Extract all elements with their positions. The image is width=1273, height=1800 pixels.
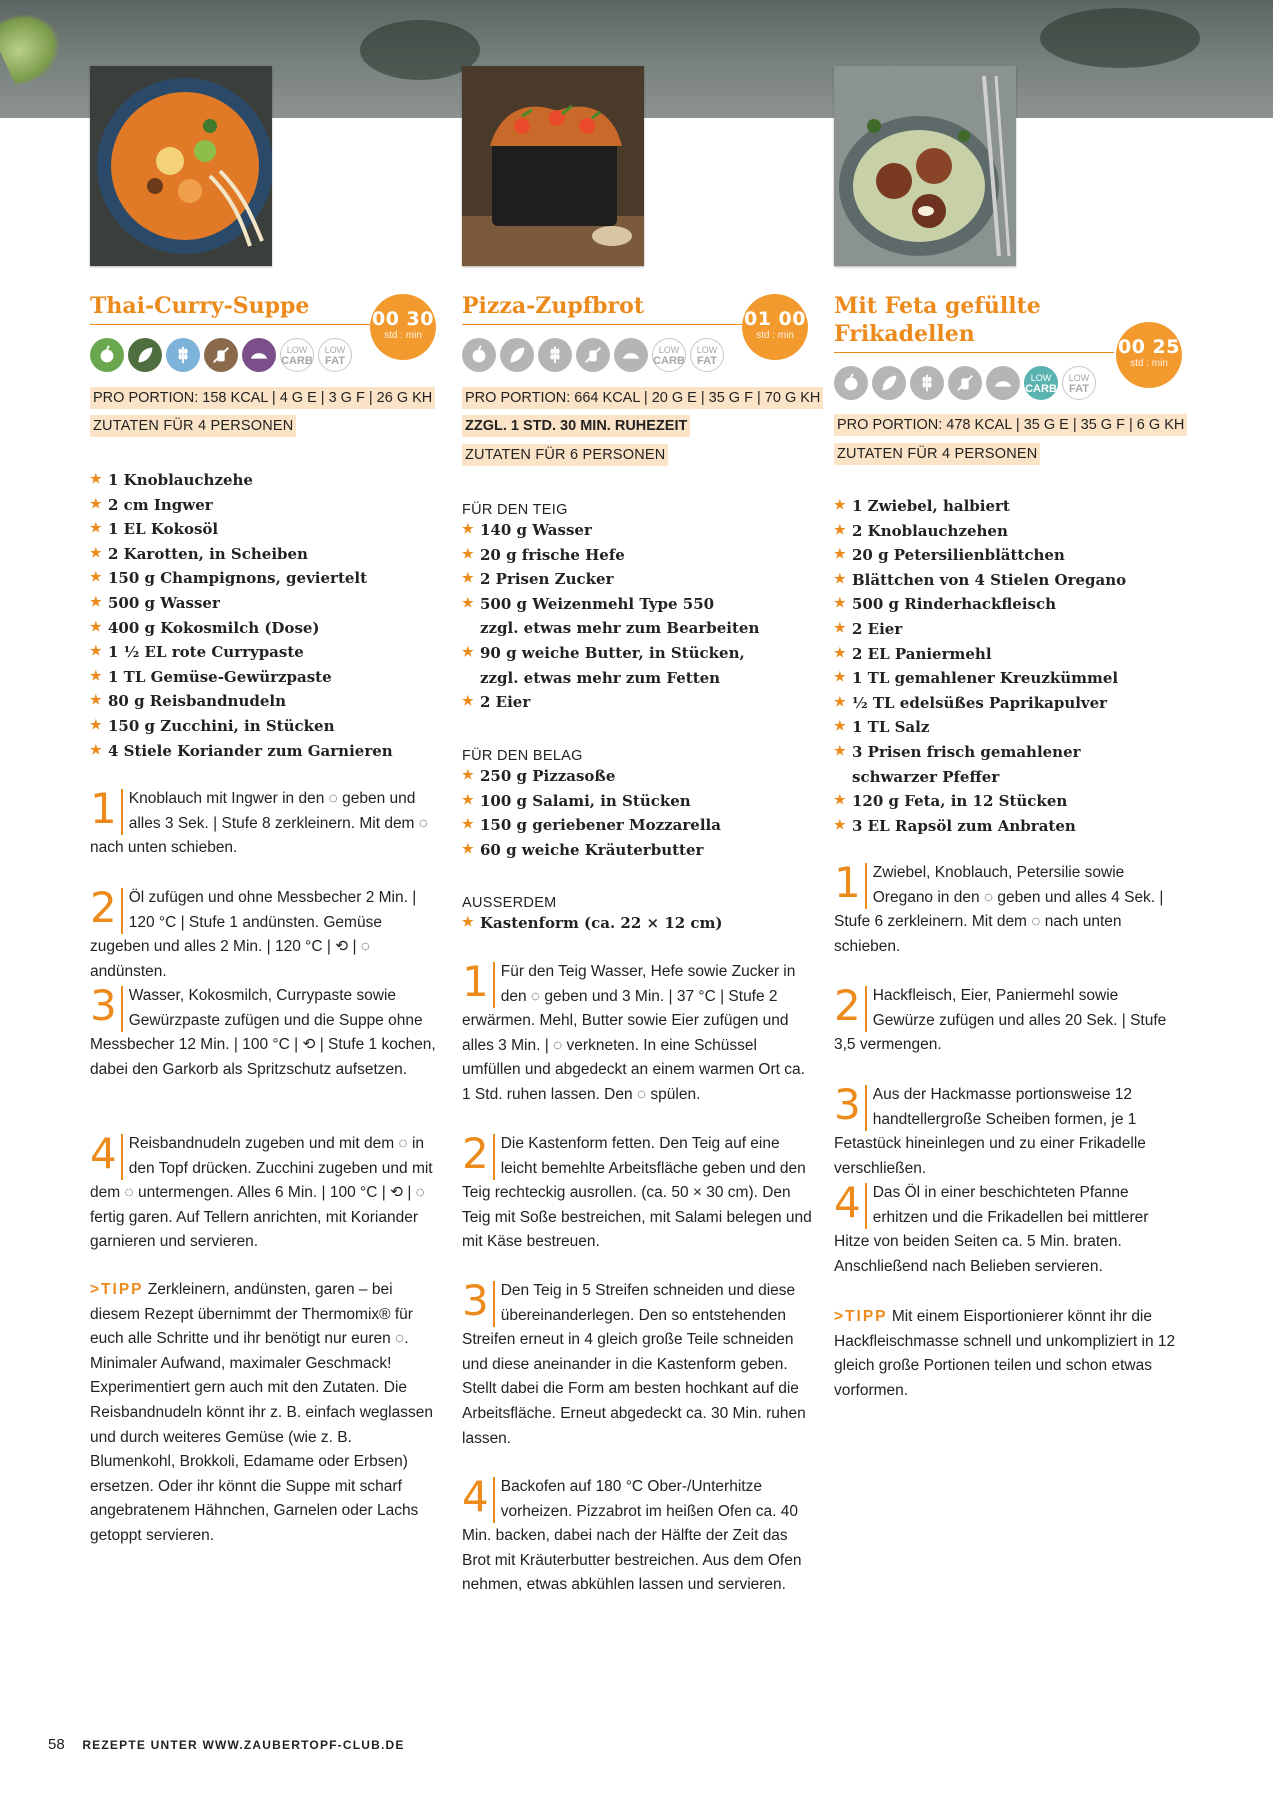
step-4: 4 Backofen auf 180 °C Ober-/Unterhitze vorheizen. Pizzabrot im heißen Ofen ca. 40 Min. backen, dabei nach der Hälfte der Zeit das Brot mit Kräuterbutter bestreichen. Aus dem Ofen nehmen, etwas abkühlen lassen und servieren. [462, 1472, 802, 1594]
time-unit: std : min [756, 330, 794, 341]
page-footer [48, 1736, 405, 1753]
low-fat-label: LOW FAT [318, 338, 352, 372]
ingredient-item: ★ 1 TL Gemüse-Gewürzpaste [90, 667, 332, 686]
ingredient-list-topping [462, 764, 802, 862]
title-rule [462, 324, 742, 325]
vegan-icon [128, 338, 162, 372]
ingredient-item: ★ 60 g weiche Kräuterbutter [462, 840, 704, 859]
ingredient-item: ★ 20 g frische Hefe [462, 545, 625, 564]
portion-info: PRO PORTION: 158 KCAL | 4 G E | 3 G F | 26 G KH [90, 387, 435, 409]
low-carb-label: LOW CARB [1024, 366, 1058, 400]
persons-info: ZUTATEN FÜR 4 PERSONEN [834, 443, 1040, 465]
diet-icons [90, 338, 352, 374]
recipe-photo-thai-curry-soup [90, 66, 272, 266]
ingredient-item: ★ 120 g Feta, in 12 Stücken [834, 792, 1068, 811]
step-3: 3 Aus der Hackmasse portionsweise 12 handtellergroße Scheiben formen, je 1 Fetastück hineinlegen und zu einer Frikadelle verschließen. [834, 1080, 1146, 1177]
ingredient-group-label: FÜR DEN BELAG [462, 748, 583, 764]
soup-bowl-image [90, 66, 272, 266]
ingredient-item: ★ 20 g Petersilienblättchen [834, 546, 1065, 565]
step-1: 1 Knoblauch mit Ingwer in den ◌ geben und alles 3 Sek. | Stufe 8 zerkleinern. Mit dem ◌ nach unten schieben. [90, 784, 428, 857]
title-rule [834, 352, 1114, 353]
ingredient-item: ★ 2 cm Ingwer [90, 495, 213, 514]
time-badge [742, 294, 808, 360]
ingredient-item: ★ Blättchen von 4 Stielen Oregano [834, 570, 1127, 589]
ingredient-item: ★ 4 Stiele Koriander zum Garnieren [90, 741, 393, 760]
time-value: 00 30 [372, 308, 434, 330]
ingredient-item: ★ 3 Prisen frisch gemahlener [834, 742, 1081, 761]
tip-text: Mit einem Eisportionierer könnt ihr die Hackfleischmasse schnell und unkompliziert in 12 gleich große Portionen teilen und schon etwas vorformen. [834, 1308, 1176, 1399]
ingredient-item: ★ 2 Knoblauchzehen [834, 521, 1008, 540]
footer-url-text: REZEPTE UNTER WWW.ZAUBERTOPF-CLUB.DE [82, 1738, 405, 1752]
ingredient-item: zzgl. etwas mehr zum Bearbeiten [480, 619, 760, 638]
recipe-title: Pizza-Zupfbrot [462, 293, 644, 319]
portion-info: PRO PORTION: 664 KCAL | 20 G E | 35 G F | 70 G KH [462, 387, 823, 409]
step-2: 2 Hackfleisch, Eier, Paniermehl sowie Gewürze zufügen und alles 20 Sek. | Stufe 3,5 vermengen. [834, 981, 1167, 1054]
portion-info: PRO PORTION: 478 KCAL | 35 G E | 35 G F | 6 G KH [834, 414, 1187, 436]
recipe-title: Mit Feta gefüllte Frikadellen [834, 293, 1041, 347]
ingredient-item: ★ ½ TL edelsüßes Paprikapulver [834, 693, 1108, 712]
low-kcal-icon [614, 338, 648, 372]
ingredient-item: ★ 250 g Pizzasoße [462, 767, 616, 785]
meatballs-plate-image [834, 66, 1016, 266]
step-3: 3 Wasser, Kokosmilch, Currypaste sowie Gewürzpaste zufügen und die Suppe ohne Messbecher 12 Min. | 100 °C | ⟲ | Stufe 1 kochen, dabei den Garkorb als Spritzschutz aufsetzen. [90, 981, 436, 1078]
ingredient-item: ★ 80 g Reisbandnudeln [90, 692, 287, 711]
ingredient-list-dough [462, 518, 802, 715]
tip-box [834, 1305, 1184, 1403]
dairy-free-icon [948, 366, 982, 400]
gluten-free-icon [538, 338, 572, 372]
ingredient-item: ★ 400 g Kokosmilch (Dose) [90, 618, 320, 637]
time-value: 00 25 [1118, 336, 1180, 358]
tip-label: >TIPP [90, 1281, 144, 1298]
ingredient-item: ★ 100 g Salami, in Stücken [462, 791, 691, 810]
tip-box [90, 1278, 440, 1549]
ingredient-item: ★ 2 Karotten, in Scheiben [90, 544, 308, 563]
ingredient-item: schwarzer Pfeffer [852, 767, 1000, 786]
step-3: 3 Den Teig in 5 Streifen schneiden und diese übereinanderlegen. Den so entstehenden Streifen erneut in 4 gleich große Teile schneiden und diese aneinander in die Kastenform geben. Stellt dabei die Form am besten hochkant auf die Arbeitsfläche. Erneut abgedeckt ca. 30 Min. ruhen lassen. [462, 1276, 806, 1447]
low-carb-label: LOW CARB [280, 338, 314, 372]
ingredient-item: ★ 500 g Rinderhackfleisch [834, 595, 1057, 614]
rest-time-info: ZZGL. 1 STD. 30 MIN. RUHEZEIT [462, 415, 690, 437]
zucchini-decoration [0, 1, 72, 90]
ingredient-list [834, 494, 1174, 838]
ingredient-item: zzgl. etwas mehr zum Fetten [480, 668, 721, 687]
step-2: 2 Die Kastenform fetten. Den Teig auf eine leicht bemehlte Arbeitsfläche geben und den Teig rechteckig ausrollen. (ca. 50 × 30 cm). Den Teig mit Soße bestreichen, mit Salami belegen und mit Käse bestreuen. [462, 1129, 812, 1251]
persons-info: ZUTATEN FÜR 4 PERSONEN [90, 415, 296, 437]
ingredient-item: ★ 150 g Zucchini, in Stücken [90, 716, 335, 735]
ingredient-item: ★ 2 Eier [834, 619, 903, 638]
dairy-free-icon [204, 338, 238, 372]
low-fat-label: LOW FAT [690, 338, 724, 372]
ingredient-item: ★ 150 g Champignons, geviertelt [90, 569, 368, 588]
step-4: 4 Das Öl in einer beschichteten Pfanne erhitzen und die Frikadellen bei mittlerer Hitze von beiden Seiten ca. 5 Min. braten. Anschließend nach Belieben servieren. [834, 1178, 1149, 1275]
time-value: 01 00 [744, 308, 806, 330]
ingredient-group-label: AUSSERDEM [462, 895, 557, 911]
vegetarian-icon [90, 338, 124, 372]
band-shadow [1040, 8, 1200, 68]
ingredient-item: ★ 1 Zwiebel, halbiert [834, 497, 1010, 515]
low-carb-label: LOW CARB [652, 338, 686, 372]
ingredient-group-label: FÜR DEN TEIG [462, 502, 568, 518]
page-number: 58 [48, 1736, 65, 1753]
time-unit: std : min [384, 330, 422, 341]
low-fat-label: LOW FAT [1062, 366, 1096, 400]
ingredient-item: ★ 140 g Wasser [462, 521, 592, 539]
tip-label: >TIPP [834, 1308, 888, 1325]
low-kcal-icon [242, 338, 276, 372]
recipe-photo-pizza-zupfbrot [462, 66, 644, 266]
ingredient-list [90, 468, 430, 763]
recipe-photo-frikadellen [834, 66, 1016, 266]
step-2: 2 Öl zufügen und ohne Messbecher 2 Min. | 120 °C | Stufe 1 andünsten. Gemüse zugeben und alles 2 Min. | 120 °C | ⟲ | ◌ andünsten. [90, 883, 417, 980]
ingredient-item: ★ 2 EL Paniermehl [834, 644, 992, 663]
ingredient-item: ★ 500 g Wasser [90, 593, 220, 612]
ingredient-item: ★ 1 ½ EL rote Currypaste [90, 643, 304, 662]
ingredient-item: ★ 500 g Weizenmehl Type 550 [462, 594, 715, 613]
ingredient-item: ★ 90 g weiche Butter, in Stücken, [462, 643, 745, 662]
vegetarian-icon [834, 366, 868, 400]
title-rule [90, 324, 370, 325]
vegan-icon [500, 338, 534, 372]
ingredient-item: ★ 1 Knoblauchzehe [90, 471, 253, 489]
gluten-free-icon [910, 366, 944, 400]
gluten-free-icon [166, 338, 200, 372]
diet-icons [462, 338, 724, 374]
vegetarian-icon [462, 338, 496, 372]
dairy-free-icon [576, 338, 610, 372]
persons-info: ZUTATEN FÜR 6 PERSONEN [462, 444, 668, 466]
step-4: 4 Reisbandnudeln zugeben und mit dem ◌ in den Topf drücken. Zucchini zugeben und mit dem ◌ untermengen. Alles 6 Min. | 100 °C | ⟲ | ◌ fertig garen. Auf Tellern anrichten, mit Koriander garnieren und servieren. [90, 1129, 433, 1251]
bread-image [462, 66, 644, 266]
step-1: 1 Zwiebel, Knoblauch, Petersilie sowie Oregano in den ◌ geben und alles 4 Sek. | Stufe 6 zerkleinern. Mit dem ◌ nach unten schieben. [834, 858, 1164, 955]
ingredient-item: ★ 3 EL Rapsöl zum Anbraten [834, 816, 1076, 835]
low-kcal-icon [986, 366, 1020, 400]
vegan-icon [872, 366, 906, 400]
time-badge [370, 294, 436, 360]
ingredient-item: ★ 150 g geriebener Mozzarella [462, 816, 721, 835]
recipe-title: Thai-Curry-Suppe [90, 293, 310, 319]
diet-icons [834, 366, 1096, 402]
ingredient-item: ★ 1 TL Salz [834, 718, 930, 737]
ingredient-item: ★ 2 Prisen Zucker [462, 570, 614, 589]
time-unit: std : min [1130, 358, 1168, 369]
ingredient-item: ★ 2 Eier [462, 693, 531, 712]
tip-text: Zerkleinern, andünsten, garen – bei diesem Rezept übernimmt der Thermomix® für euch alle Schritte und ihr benötigt nur euren ◌. Minimaler Aufwand, maximaler Geschmack! Experimentiert gern auch mit den Zutaten. Die Reisbandnudeln könnt ihr z. B. einfach weglassen und durch weiteres Gemüse (wie z. B. Blumenkohl, Brokkoli, Edamame oder Erbsen) ersetzen. Oder ihr könnt die Suppe mit scharf angebratenem Hähnchen, Garnelen oder Lachs getoppt servieren. [90, 1281, 433, 1544]
time-badge [1116, 322, 1182, 388]
ingredient-item: ★ Kastenform (ca. 22 × 12 cm) [462, 914, 723, 932]
ingredient-item: ★ 1 TL gemahlener Kreuzkümmel [834, 669, 1119, 688]
ingredient-list-extra [462, 911, 802, 936]
ingredient-item: ★ 1 EL Kokosöl [90, 520, 219, 539]
step-1: 1 Für den Teig Wasser, Hefe sowie Zucker in den ◌ geben und 3 Min. | 37 °C | Stufe 2 erwärmen. Mehl, Butter sowie Eier zufügen und alles 3 Min. | ◌ verkneten. In eine Schüssel umfüllen und abgedeckt an einem warmen Ort ca. 1 Std. ruhen lassen. Den ◌ spülen. [462, 957, 805, 1103]
